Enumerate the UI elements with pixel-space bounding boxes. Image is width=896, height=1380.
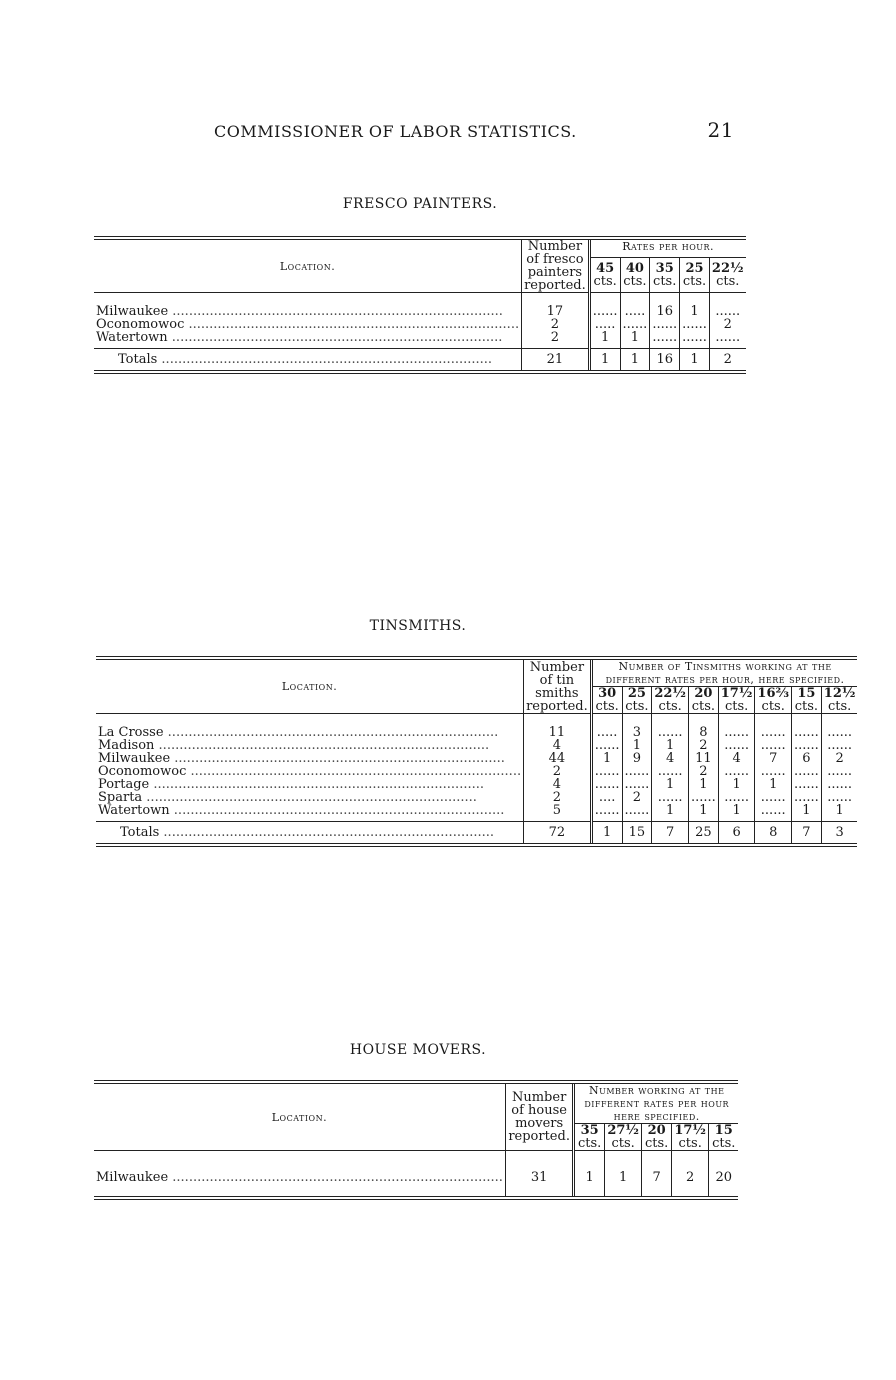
- location-header: Location.: [281, 680, 338, 693]
- rate-cell: 2: [821, 752, 857, 765]
- rate-cell: ......: [791, 778, 821, 791]
- row-location: Oconomowoc ................................................................................: [98, 765, 522, 778]
- row-number-reported: 4: [524, 739, 592, 752]
- totals-cell: 6: [718, 822, 755, 846]
- table-row: [94, 305, 746, 318]
- fresco-table: [94, 236, 746, 374]
- rate-cell: 6: [791, 752, 821, 765]
- rate-unit: cts.: [691, 699, 716, 714]
- table-row: [96, 804, 857, 817]
- rate-cell: ......: [755, 726, 792, 739]
- rate-cell: 1: [622, 739, 652, 752]
- rate-cell: 1: [718, 778, 755, 791]
- rate-cell: ......: [594, 777, 620, 792]
- row-location: Milwaukee ................................................................................: [96, 305, 503, 318]
- rate-value: 17½: [720, 686, 753, 701]
- table-row: [94, 318, 746, 331]
- rate-value: 25: [627, 686, 646, 701]
- table-row: [96, 739, 857, 752]
- rates-group-header: Number of Tinsmiths working at the different rates per hour, here specified.: [591, 658, 857, 687]
- rate-unit: cts.: [623, 274, 647, 290]
- rate-header: [688, 687, 718, 714]
- rate-cell: 1: [755, 778, 792, 791]
- rate-unit: cts.: [578, 1136, 602, 1151]
- totals-cell: 15: [622, 822, 652, 846]
- rate-header: [671, 1124, 709, 1151]
- rate-cell: ......: [791, 765, 821, 778]
- rate-cell: ......: [718, 791, 755, 804]
- row-location: Watertown ................................................................................: [98, 804, 505, 817]
- rate-cell: 11: [688, 752, 718, 765]
- totals-cell: 2: [709, 349, 745, 373]
- rate-cell: ......: [821, 765, 857, 778]
- rate-cell: ......: [821, 791, 857, 804]
- rate-header: [642, 1124, 672, 1151]
- location-name: Sparta: [98, 791, 143, 804]
- rate-value: 40: [625, 261, 644, 277]
- rate-cell: 1: [791, 804, 821, 817]
- number-reported-header: Number of fresco painters reported.: [522, 238, 590, 293]
- totals-cell: 3: [821, 822, 857, 846]
- totals-label-cell: Totals ................................................................................: [94, 349, 522, 373]
- tinsmiths-body: [96, 714, 857, 846]
- location-header: Location.: [279, 259, 336, 273]
- rate-header: [574, 1124, 604, 1151]
- rate-value: 25: [685, 261, 704, 277]
- location-name: Milwaukee: [96, 1170, 169, 1185]
- table-row: [96, 765, 857, 778]
- rate-cell: ......: [650, 318, 680, 331]
- table-row: [96, 791, 857, 804]
- rate-cell: ......: [821, 739, 857, 752]
- rate-unit: cts.: [794, 699, 819, 714]
- rate-value: 15: [797, 686, 816, 701]
- rate-header: [652, 687, 689, 714]
- rate-cell: ......: [652, 791, 689, 804]
- rate-unit: cts.: [724, 699, 749, 714]
- rate-unit: cts.: [653, 274, 677, 290]
- location-name: Milwaukee: [96, 305, 169, 318]
- totals-cell: 1: [591, 822, 622, 846]
- number-reported-header: Number of tin smiths reported.: [524, 658, 592, 714]
- tinsmiths-title: TINSMITHS.: [369, 618, 467, 634]
- rate-cell: 2: [688, 765, 718, 778]
- totals-cell: 1: [620, 349, 650, 373]
- rate-cell: ......: [755, 791, 792, 804]
- row-location: Sparta ................................................................................: [98, 791, 477, 804]
- rate-cell: ....: [598, 790, 616, 805]
- rate-cell: ......: [652, 765, 689, 778]
- rate-cell: ......: [791, 791, 821, 804]
- rate-cell: 9: [622, 752, 652, 765]
- rate-cell: .....: [594, 317, 616, 332]
- rate-cell: 1: [718, 804, 755, 817]
- page-number: 21: [707, 118, 734, 142]
- rate-cell: 1: [680, 305, 710, 318]
- rate-unit: cts.: [712, 1136, 736, 1151]
- totals-cell: 16: [650, 349, 680, 373]
- rate-cell: .....: [620, 305, 650, 318]
- rate-cell: 1: [620, 331, 650, 344]
- rate-cell: 1: [602, 751, 612, 766]
- rate-cell: 1: [652, 804, 689, 817]
- rate-unit: cts.: [595, 699, 619, 714]
- row-number-reported: 2: [522, 331, 590, 344]
- totals-cell: 25: [688, 822, 718, 846]
- rate-unit: cts.: [682, 274, 707, 290]
- rate-cell: 1: [821, 804, 857, 817]
- rate-cell: ......: [821, 778, 857, 791]
- rate-cell: 4: [652, 752, 689, 765]
- location-name: Watertown: [96, 331, 168, 344]
- rate-value: 27½: [607, 1123, 639, 1138]
- fresco-body: [94, 293, 746, 373]
- rate-value: 16⅔: [757, 686, 789, 701]
- rate-cell: 16: [650, 305, 680, 318]
- rate-cell: ......: [620, 318, 650, 331]
- rate-cell: ......: [718, 739, 755, 752]
- table-row: [94, 331, 746, 344]
- rate-cell: ......: [650, 331, 680, 344]
- row-number-reported: 17: [522, 305, 590, 318]
- tinsmiths-header: [96, 658, 857, 714]
- location-name: Watertown: [98, 804, 170, 817]
- row-location: Milwaukee ................................................................................: [96, 1170, 503, 1185]
- location-name: Portage: [98, 778, 150, 791]
- rate-unit: cts.: [678, 1136, 702, 1151]
- rate-cell: ......: [592, 304, 618, 319]
- rate-cell: ......: [755, 765, 792, 778]
- rate-unit: cts.: [645, 1136, 669, 1151]
- totals-number: 21: [522, 349, 590, 373]
- rate-header: [650, 258, 680, 293]
- totals-cell: 1: [680, 349, 710, 373]
- rate-header: [591, 687, 622, 714]
- row-number-reported: 2: [524, 765, 592, 778]
- totals-label: Totals: [120, 825, 160, 840]
- rate-cell: 4: [718, 752, 755, 765]
- rate-cell: ......: [680, 318, 710, 331]
- totals-cell: 1: [589, 349, 620, 373]
- rate-header: [709, 1124, 738, 1151]
- housemovers-body: [94, 1151, 738, 1199]
- housemovers-header: [94, 1082, 738, 1151]
- rate-cell: ......: [709, 305, 745, 318]
- running-title: COMMISSIONER OF LABOR STATISTICS.: [214, 122, 577, 141]
- rate-cell: ......: [755, 804, 792, 817]
- rate-cell: ......: [622, 804, 652, 817]
- row-number-reported: 5: [524, 804, 592, 817]
- rate-header: [680, 258, 710, 293]
- rate-cell: ......: [652, 726, 689, 739]
- totals-row: [94, 349, 746, 373]
- row-number-reported: 44: [524, 752, 592, 765]
- rate-value: 12½: [823, 686, 856, 701]
- rate-cell: ......: [709, 331, 745, 344]
- row-number-reported: 31: [505, 1163, 574, 1192]
- rate-cell: ......: [594, 764, 620, 779]
- rate-value: 35: [580, 1123, 599, 1138]
- table-row: [94, 1163, 738, 1192]
- rate-header: [821, 687, 857, 714]
- rate-cell: ......: [594, 738, 620, 753]
- row-number-reported: 11: [524, 726, 592, 739]
- row-number-reported: 4: [524, 778, 592, 791]
- rate-header: [589, 258, 620, 293]
- rate-value: 22½: [654, 686, 686, 701]
- row-number-reported: 2: [522, 318, 590, 331]
- rate-unit: cts.: [827, 699, 852, 714]
- rate-cell: ......: [755, 739, 792, 752]
- totals-cell: 7: [791, 822, 821, 846]
- rate-cell: 2: [622, 791, 652, 804]
- rate-cell: ......: [718, 726, 755, 739]
- rate-cell: 2: [688, 739, 718, 752]
- location-name: Milwaukee: [98, 752, 171, 765]
- rate-header: [709, 258, 745, 293]
- location-name: Oconomowoc: [96, 318, 185, 331]
- fresco-header: [94, 238, 746, 293]
- rate-cell: ......: [821, 726, 857, 739]
- totals-cell: 8: [755, 822, 792, 846]
- rate-unit: cts.: [761, 699, 785, 714]
- rate-cell: 1: [652, 778, 689, 791]
- number-reported-header: Number of house movers reported.: [505, 1082, 574, 1151]
- location-header: Location.: [271, 1110, 328, 1124]
- rate-header: [755, 687, 792, 714]
- rate-value: 20: [647, 1123, 666, 1138]
- housemovers-title: HOUSE MOVERS.: [349, 1042, 487, 1058]
- rate-cell: ......: [622, 778, 652, 791]
- totals-row: [96, 822, 857, 846]
- rate-header: [718, 687, 755, 714]
- rate-header: [791, 687, 821, 714]
- rate-header: [622, 687, 652, 714]
- rate-value: 20: [694, 686, 713, 701]
- rate-cell: 1: [604, 1163, 642, 1192]
- location-name: La Crosse: [98, 726, 164, 739]
- location-name: Oconomowoc: [98, 765, 187, 778]
- rate-value: 22½: [711, 261, 744, 277]
- row-location: Oconomowoc ................................................................................: [96, 318, 520, 331]
- rate-unit: cts.: [593, 274, 617, 290]
- rate-value: 35: [655, 261, 674, 277]
- rates-group-header: Number working at the different rates per hour here specified.: [574, 1082, 738, 1124]
- rate-value: 45: [596, 261, 615, 277]
- row-location: Watertown ................................................................................: [96, 331, 503, 344]
- row-number-reported: 2: [524, 791, 592, 804]
- rate-cell: ......: [680, 331, 710, 344]
- rate-value: 15: [714, 1123, 733, 1138]
- rate-cell: ......: [622, 765, 652, 778]
- row-location: Portage ................................................................................: [98, 778, 484, 791]
- rate-cell: .....: [596, 725, 618, 740]
- totals-label: Totals: [118, 352, 158, 367]
- row-location: Madison ................................................................................: [98, 739, 490, 752]
- housemovers-table: [94, 1080, 738, 1200]
- rate-cell: 1: [688, 778, 718, 791]
- rate-unit: cts.: [625, 699, 649, 714]
- rate-cell: ......: [688, 791, 718, 804]
- row-location: Milwaukee ................................................................................: [98, 752, 505, 765]
- rates-group-header: Rates per hour.: [589, 238, 745, 258]
- rate-cell: 3: [622, 726, 652, 739]
- rate-cell: ......: [791, 726, 821, 739]
- fresco-title: FRESCO PAINTERS.: [342, 196, 498, 212]
- rate-value: 17½: [674, 1123, 706, 1138]
- rate-header: [620, 258, 650, 293]
- tinsmiths-table: [96, 656, 857, 847]
- rate-cell: ......: [594, 803, 620, 818]
- row-location: La Crosse ................................................................................: [98, 726, 499, 739]
- rate-cell: 20: [709, 1163, 738, 1192]
- rate-cell: 8: [688, 726, 718, 739]
- rate-cell: ......: [791, 739, 821, 752]
- rate-cell: 7: [755, 752, 792, 765]
- totals-cell: 7: [652, 822, 689, 846]
- rate-header: [604, 1124, 642, 1151]
- rate-value: 30: [598, 686, 617, 701]
- rate-cell: ......: [718, 765, 755, 778]
- totals-label-cell: Totals ................................................................................: [96, 822, 524, 846]
- rate-cell: 7: [642, 1163, 672, 1192]
- rate-unit: cts.: [716, 274, 740, 290]
- rate-cell: 2: [709, 318, 745, 331]
- rate-cell: 2: [671, 1163, 709, 1192]
- rate-cell: 1: [652, 739, 689, 752]
- rate-cell: 1: [600, 330, 610, 345]
- rate-cell: 1: [585, 1170, 594, 1185]
- location-name: Madison: [98, 739, 155, 752]
- rate-unit: cts.: [658, 699, 682, 714]
- rate-unit: cts.: [611, 1136, 635, 1151]
- rate-cell: 1: [688, 804, 718, 817]
- totals-number: 72: [524, 822, 592, 846]
